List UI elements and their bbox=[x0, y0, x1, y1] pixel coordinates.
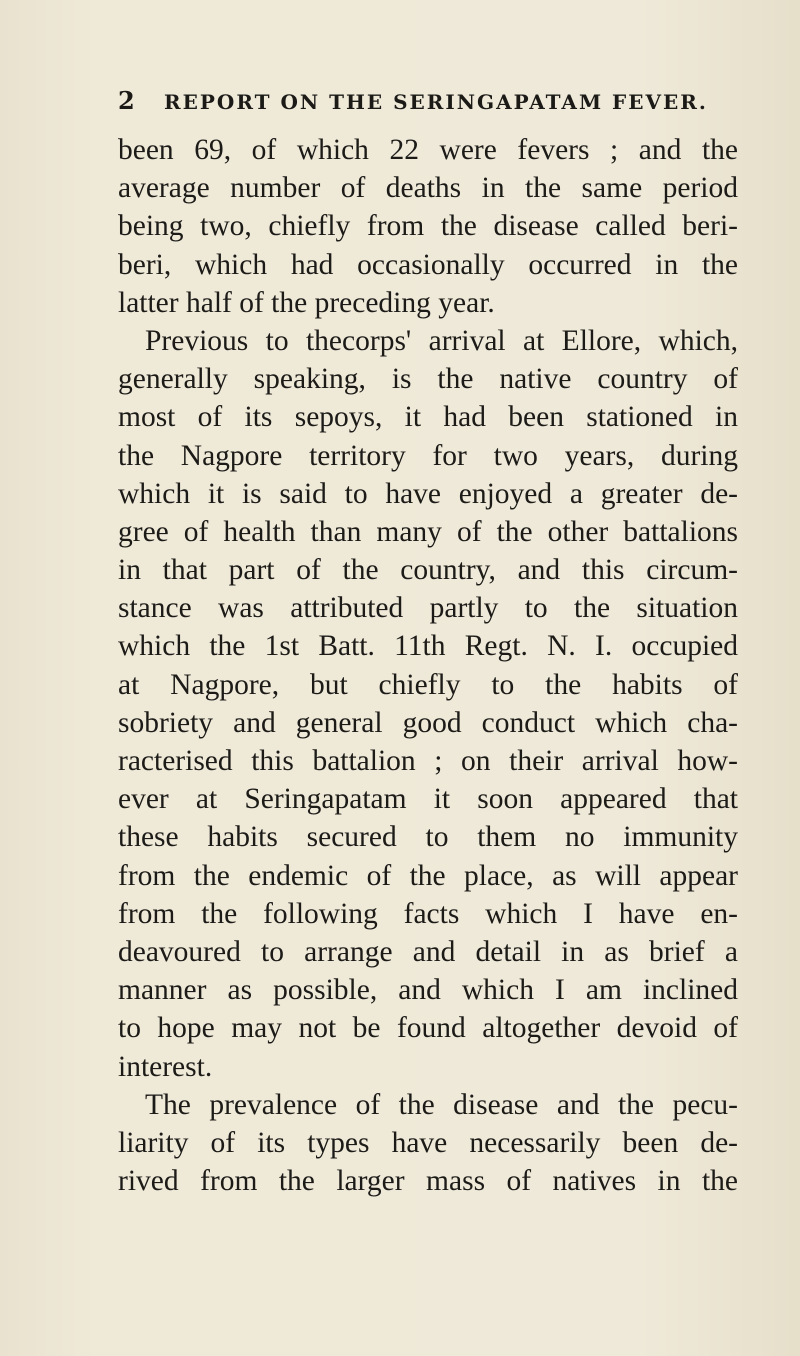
text-line: at Nagpore, but chiefly to the habits of bbox=[118, 668, 738, 701]
text-line: racterised this battalion ; on their arrival how- bbox=[118, 745, 738, 777]
text-line: in that part of the country, and this circum- bbox=[118, 554, 738, 587]
text-line: The prevalence of the disease and the pecu- bbox=[145, 1088, 738, 1121]
text-line: being two, chiefly from the disease called beri- bbox=[118, 210, 738, 243]
text-line: gree of health than many of the other battalions bbox=[118, 515, 738, 548]
text-line: average number of deaths in the same period bbox=[118, 172, 738, 205]
text-line: been 69, of which 22 were fevers ; and the bbox=[118, 134, 738, 166]
text-line: which the 1st Batt. 11th Regt. N. I. occupied bbox=[118, 630, 738, 663]
running-title: REPORT ON THE SERINGAPATAM FEVER. bbox=[164, 90, 708, 114]
text-line: most of its sepoys, it had been stationed in bbox=[118, 401, 738, 434]
text-line: deavoured to arrange and detail in as brief a bbox=[118, 935, 738, 968]
text-line: the Nagpore territory for two years, during bbox=[118, 439, 738, 472]
text-line: ever at Seringapatam it soon appeared that bbox=[118, 783, 738, 816]
text-line: from the endemic of the place, as will appear bbox=[118, 859, 738, 892]
text-line: Previous to thecorps' arrival at Ellore, which, bbox=[145, 324, 738, 357]
text-line: liarity of its types have necessarily been de- bbox=[118, 1126, 738, 1159]
text-line: beri, which had occasionally occurred in the bbox=[118, 248, 738, 281]
body-text bbox=[118, 131, 738, 1200]
text-line: interest. bbox=[118, 1050, 213, 1083]
text-line: which it is said to have enjoyed a greater de- bbox=[118, 477, 738, 510]
text-line: to hope may not be found altogether devoid of bbox=[118, 1012, 738, 1045]
page-number: 2 bbox=[118, 86, 135, 115]
text-line: these habits secured to them no immunity bbox=[118, 821, 738, 854]
text-line: rived from the larger mass of natives in the bbox=[118, 1165, 738, 1198]
text-line: manner as possible, and which I am inclined bbox=[118, 974, 738, 1007]
text-line: sobriety and general good conduct which cha- bbox=[118, 706, 738, 739]
text-line: latter half of the preceding year. bbox=[118, 286, 495, 319]
text-line: stance was attributed partly to the situation bbox=[118, 592, 738, 625]
text-line: generally speaking, is the native country of bbox=[118, 363, 738, 396]
text-line: from the following facts which I have en- bbox=[118, 897, 738, 930]
running-header bbox=[118, 86, 738, 122]
